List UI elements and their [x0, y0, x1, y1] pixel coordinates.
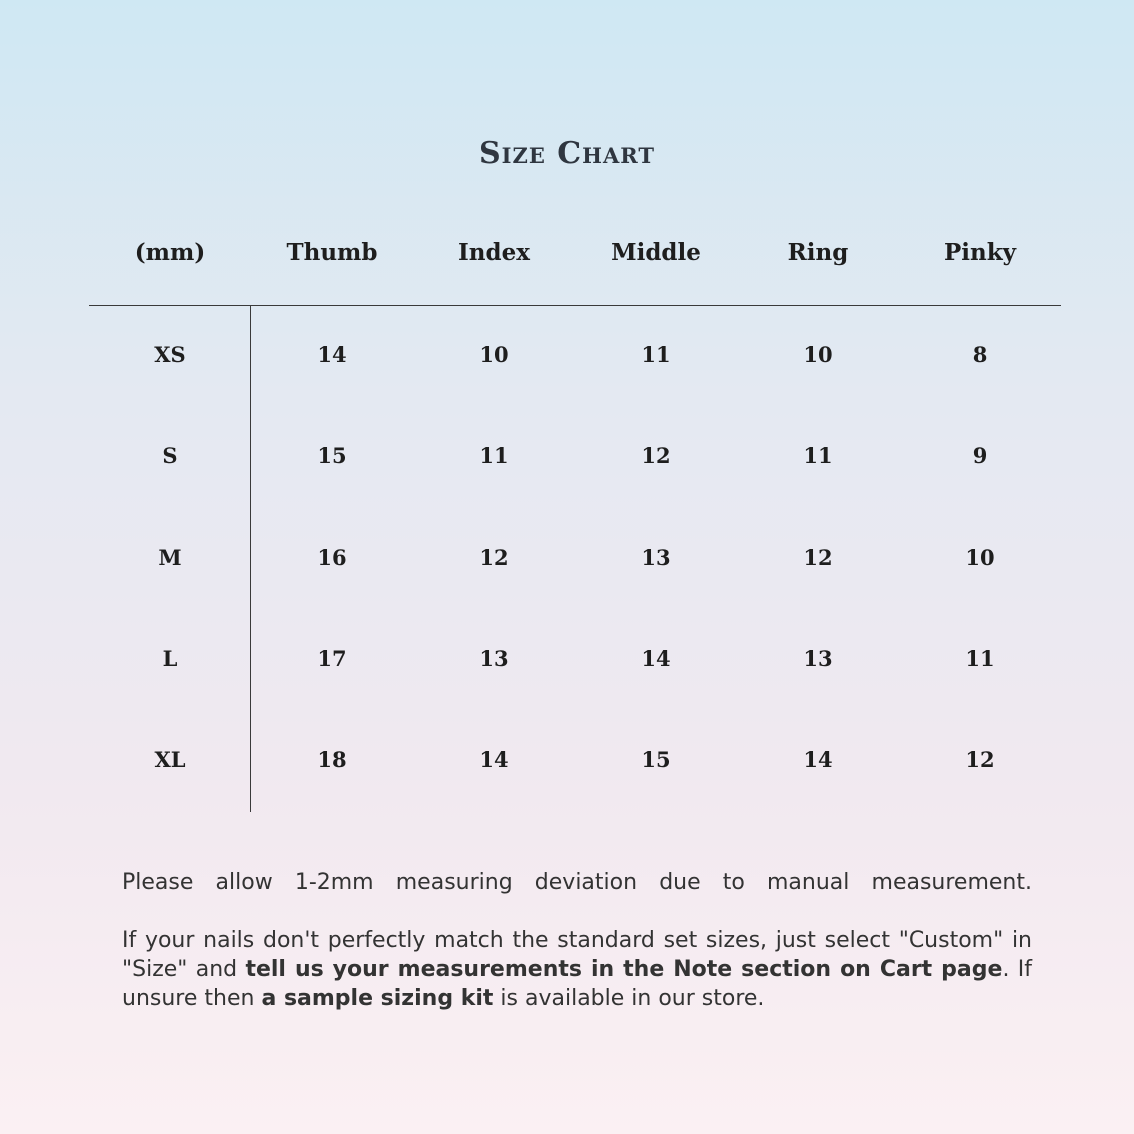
- table-cell: 11: [965, 646, 995, 671]
- row-label: XL: [154, 747, 186, 772]
- custom-note-text: If your nails don't perfectly match the standard set sizes, just select "Custom" in "Size" and: [122, 928, 1032, 982]
- table-cell: 11: [803, 443, 833, 468]
- row-label: L: [162, 646, 178, 671]
- table-cell: 13: [641, 545, 671, 570]
- table-cell: 15: [317, 443, 347, 468]
- table-cell: 14: [641, 646, 671, 671]
- header-divider: [89, 305, 1061, 306]
- custom-size-note: [122, 926, 1032, 1013]
- table-cell: 14: [317, 342, 347, 367]
- note-emphasis-measurements: tell us your measurements in the Note section on Cart page: [245, 957, 1003, 982]
- table-cell: 10: [965, 545, 995, 570]
- column-header-middle: Middle: [611, 239, 701, 266]
- table-cell: 9: [972, 443, 988, 468]
- table-cell: 10: [479, 342, 509, 367]
- column-header-ring: Ring: [787, 239, 849, 266]
- note-emphasis-sizing-kit: a sample sizing kit: [261, 986, 494, 1011]
- table-cell: 12: [479, 545, 509, 570]
- table-cell: 13: [803, 646, 833, 671]
- table-cell: 8: [972, 342, 988, 367]
- deviation-note: Please allow 1-2mm measuring deviation due to manual measurement.: [122, 870, 1032, 895]
- table-cell: 11: [479, 443, 509, 468]
- size-notes: [122, 868, 1032, 1013]
- table-cell: 13: [479, 646, 509, 671]
- custom-note-text: is available in our store.: [493, 986, 765, 1011]
- table-cell: 12: [965, 747, 995, 772]
- table-cell: 14: [803, 747, 833, 772]
- table-cell: 12: [803, 545, 833, 570]
- table-cell: 11: [641, 342, 671, 367]
- table-cell: 17: [317, 646, 347, 671]
- table-cell: 18: [317, 747, 347, 772]
- row-label: M: [158, 545, 182, 570]
- table-cell: 15: [641, 747, 671, 772]
- row-label: S: [162, 443, 178, 468]
- page-title: Size Chart: [479, 136, 655, 171]
- table-cell: 14: [479, 747, 509, 772]
- table-cell: 10: [803, 342, 833, 367]
- unit-header: (mm): [134, 239, 206, 266]
- row-label: XS: [154, 342, 186, 367]
- column-header-pinky: Pinky: [943, 239, 1017, 266]
- table-cell: 12: [641, 443, 671, 468]
- table-cell: 16: [317, 545, 347, 570]
- column-header-thumb: Thumb: [286, 239, 378, 266]
- custom-note-text: . If unsure then: [122, 957, 1032, 1011]
- column-header-index: Index: [458, 239, 530, 266]
